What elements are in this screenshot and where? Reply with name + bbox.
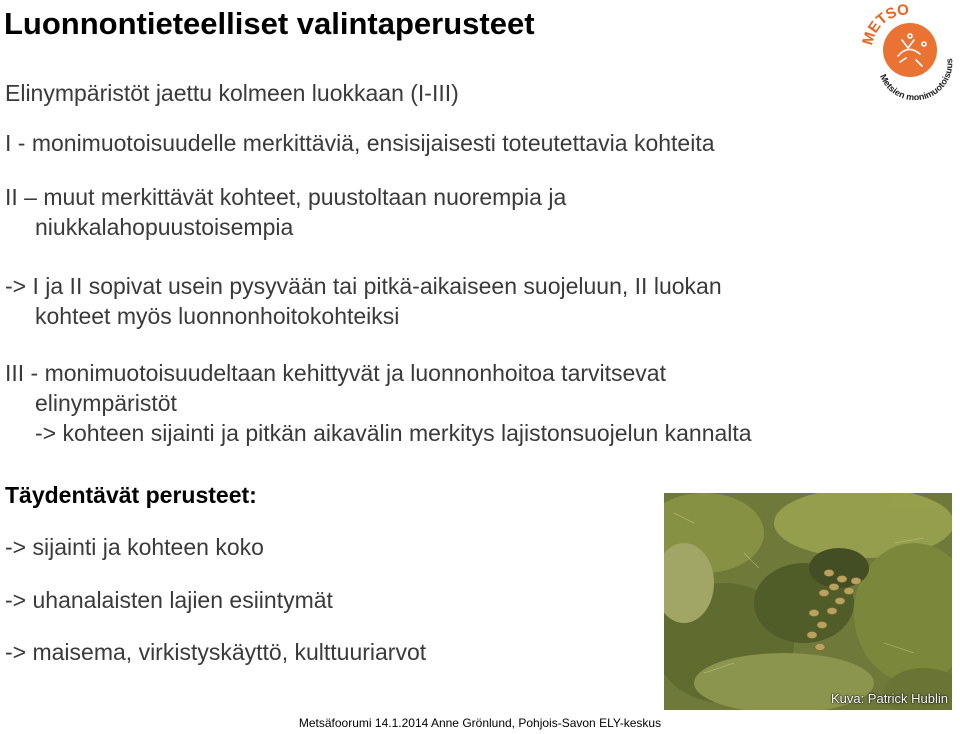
class-iii-line3: -> kohteen sijainti ja pitkän aikavälin merkitys lajistonsuojelun kannalta	[35, 420, 752, 446]
logo-top-text: METSO	[859, 1, 910, 48]
footer: Metsäfoorumi 14.1.2014 Anne Grönlund, Pohjois-Savon ELY-keskus	[298, 716, 662, 730]
class-i-ii-note	[5, 271, 722, 331]
class-iii-text	[5, 358, 752, 448]
supplementary-heading: Täydentävät perusteet:	[5, 482, 257, 508]
class-iii-line2: elinympäristöt	[35, 390, 177, 416]
supplementary-item: -> maisema, virkistyskäyttö, kulttuuriarvot	[5, 639, 427, 665]
class-ii-line1: II – muut merkittävät kohteet, puustoltaan nuorempia ja	[5, 184, 567, 210]
slide-title: Luonnontieteelliset valintaperusteet	[4, 6, 535, 41]
supplementary-item: -> sijainti ja kohteen koko	[5, 534, 264, 560]
supplementary-item: -> uhanalaisten lajien esiintymät	[5, 587, 333, 613]
classes-intro: Elinympäristöt jaettu kolmeen luokkaan (I-III)	[5, 80, 459, 106]
photo-credit: Kuva: Patrick Hublin	[830, 691, 948, 706]
class-iii-line1: III - monimuotoisuudeltaan kehittyvät ja luonnonhoitoa tarvitsevat	[5, 360, 666, 386]
class-ii-text	[5, 182, 566, 242]
class-i-text: I - monimuotoisuudelle merkittäviä, ensisijaisesti toteutettavia kohteita	[5, 130, 715, 156]
metso-logo	[858, 0, 958, 100]
class-ii-line2: niukkalahopuustoisempia	[35, 214, 294, 240]
logo-bottom-text: Metsien monimuotoisuus	[878, 58, 955, 100]
class-i-ii-note-line1: -> I ja II sopivat usein pysyvään tai pitkä-aikaiseen suojeluun, II luokan	[5, 273, 722, 299]
moss-photo	[664, 493, 952, 710]
class-i-ii-note-line2: kohteet myös luonnonhoitokohteiksi	[35, 303, 400, 329]
